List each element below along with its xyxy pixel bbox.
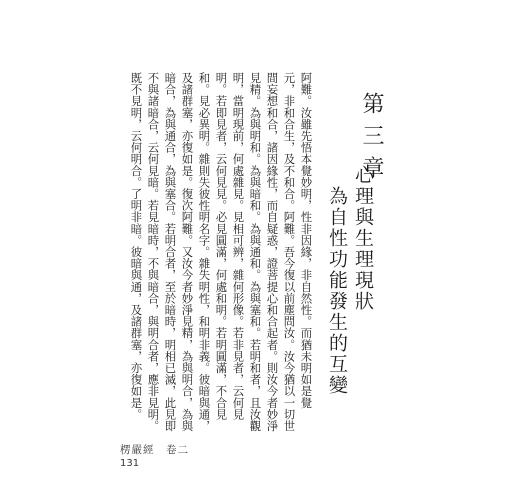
chapter-title-line-1: 心理與生理現狀 — [352, 165, 374, 312]
chapter-title-line-2: 為自性功能發生的互變 — [326, 186, 348, 396]
text-column: 和。見必異明。雜則失彼性明名字。雜失明性，和明非義。彼暗與通， — [197, 72, 212, 432]
text-column: 既不見明，云何明合。了明非暗。彼暗與通，及諸群塞，亦復如是。 — [129, 72, 144, 420]
page-number: 131 — [120, 458, 140, 469]
text-column: 不與諸暗合，云何見暗。若見暗時，不與暗合，與明合者，應非見明。 — [146, 72, 161, 432]
chapter-heading: 第三章 — [359, 92, 384, 188]
text-column: 見精。為與明和。為與暗和。為與通和。為與塞和。若明和者，且汝觀 — [248, 72, 263, 432]
running-title: 楞嚴經 卷二 — [120, 444, 189, 456]
text-column: 間妄想和合，諸因緣性，而自疑惑，證菩提心和合起者。則汝今者妙淨 — [265, 72, 280, 432]
text-column: 暗合，為與通合，為與塞合。若明合者，至於暗時，明相已滅，此見即 — [163, 72, 178, 432]
text-column: 元，非和合生，及不和合。阿難。吾今復以前塵問汝。汝今猶以一切世 — [282, 72, 297, 432]
text-column: 阿難。汝雖先悟本覺妙明，性非因緣，非自然性。而猶未明如是覺 — [299, 72, 314, 409]
text-column: 明。若即見者，云何見見。必見圓滿，何處和明。若明圓滿，不合見 — [214, 72, 229, 420]
text-column: 明，當明現前，何處雜見。見相可辨，雜何形像。若非見者，云何見 — [231, 72, 246, 420]
text-column: 及諸群塞，亦復如是。復次阿難。又汝今者妙淨見精，為與明合，為與 — [180, 72, 195, 432]
